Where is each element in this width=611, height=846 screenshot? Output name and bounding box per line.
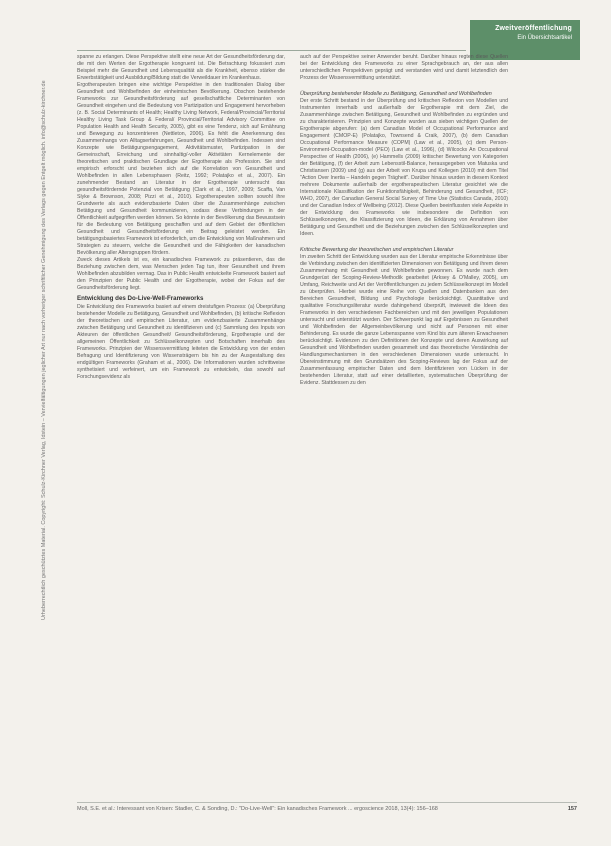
paragraph: Der erste Schritt bestand in der Überprüfung und kritischen Reflexion von Modellen und Instrumenten innerhalb und außerhalb der Ergotherapie mit dem Ziel, die Zusammenhänge zwischen Betätigung, Gesundheit und Wohlbefinden zu ergründen und zu charakterisieren. Prinzipien und Konzepte wurden aus sieben wichtigen Quellen der Ergotherapie abgerufen: (a) dem Canadian Model of Occupational Performance and Engagement (CMOP-E) (Polatajko, Townsend & Craik, 2007), (b) dem Canadian Occupational Performance Measure (COPM) (Law et al., 2005), (c) dem Person-Environment-Occupation-model (PEO) (Law et al., 1996), (d) Wilcocks An Occupational Perspective of Health (2006), (e) Hammells (2009) kritischer Bewertung von Kategorien der Betätigung, (f) der Arbeit zum Lebensstil-Balance, herausgegeben von Matuska und Christiansen (2009) und (g) aus der Arbeit von Krupa und Kollegen (2010) mit dem Titel "Action Over Inertia – Handeln gegen Trägheit". Darüber hinaus wurden in diesem Kontext mehrere Dokumente außerhalb der ergotherapeutischen Literatur gesichtet wie die Internationale Klassifikation der Funktionsfähigkeit, Behinderung und Gesundheit, (ICF; WHO, 2007), der Canadian General Social Survey of Time Use (Statistics Canada, 2010) und der Canadian Index of Wellbeing (2012). Diese Quellen beeinflussten viele Aspekte in der Entwicklung des Frameworks wie insbesondere die Definition von Schlüsselkonzepten, die Klassifizierung von Ideen, die Erklärung von Annahmen über Betätigung und Gesundheit und die Beziehungen zwischen den Schlüsselkonzepten und Ideen. (300, 98, 508, 237)
paragraph: auch auf der Perspektive seiner Anwender beruht. Darüber hinaus regten diese Quellen bei der Entwicklung des Frameworks zu einer Sprachgebrauch an, der aus allen unterschiedlichen Perspektiven geprägt und verstanden wird und damit letztendlich den Prozess der Wissensvermittlung unterstützt. (300, 54, 508, 81)
text-column-left (77, 54, 285, 381)
paragraph: Die Entwicklung des Frameworks basiert auf einem dreistufigen Prozess: (a) Überprüfung bestehender Modelle zu Betätigung, Gesundheit und Wohlbefinden, (b) kritische Reflexion der theoretischen und empirischen Literatur, um evidenzbasierte Zusammenhänge zwischen Betätigung und Gesundheit zu identifizieren und (c) Sammlung des Inputs von Akteuren der öffentlichen Gesundheit/ Gesundheitsförderung, Ergotherapie und der allgemeinen Öffentlichkeit zu Schlüsselkonzepten und Botschaften innerhalb des Frameworks. Prinzipien der Wissensvermittlung leiteten die Entwicklung von der ersten Befragung und Identifizierung von Wissensträgern bis hin zu der Ausgestaltung des endgültigen Frameworks (Graham et al., 2006). Die Informationen wurden schrittweise synthetisiert und verfeinert, um ein Framework zu entwickeln, das sowohl auf Forschungsevidenz als (77, 304, 285, 380)
text-column-right (300, 54, 508, 387)
copyright-text: Urheberrechtlich geschütztes Material. Copyright: Schulz-Kirchner Verlag, Idstein – Vervielfältigungen jeglicher Art nur nach vorheriger schriftlicher Genehmigung des Verlags gegen Entgelt möglich. info@schulz-kirchner.de (41, 80, 47, 620)
header-rule (77, 50, 466, 51)
paragraph: Im zweiten Schritt der Entwicklung wurden aus der Literatur empirische Erkenntnisse über die Verbindung zwischen den identifizierten Dimensionen von Betätigung und ihrem deren Zusammenhang mit Gesundheit und Wohlbefinden gewonnen. Es wurde nach dem Grundgerüst der Scoping-Review-Methodik gearbeitet (Arksey & O'Malley, 2005), um Umfang, Reichweite und Art der Veröffentlichungen zu jedem Schlüsselkonzept im Modell zu überprüfen. Hierbei wurde eine Reihe von Quellen und Datenbanken aus den Bereichen Gesundheit, Bildung und Psychologie berücksichtigt. Quantitative und qualitative Forschungsliteratur wurde dahingehend überprüft, inwieweit die Ideen des Frameworks in den verschiedenen Fachbereichen und mit den jeweiligen Populationen untersucht und unterstützt wurden. Der Schwerpunkt lag auf Ergebnissen zu Gesundheit und Wohlbefinden der Allgemeinbevölkerung und nicht auf Personen mit einer Behinderung. Es wurde die ganze Lebensspanne vom Kind bis zum älteren Erwachsenen berücksichtigt. Evidenzen zu den Definitionen der Konzepte und deren Auswirkung auf Gesundheit und Wohlbefinden wurden gesammelt und das theoretische Verständnis der Handlungsmechanismen in den verschiedenen Dimensionen wurde untersucht. In Übereinstimmung mit den Grundsätzen des Scoping-Reviews lag der Fokus auf der Zusammenfassung empirischer Daten und dem Identifizieren von Lücken in der bestehenden Literatur, statt auf einer detaillierten, systematischen Überprüfung der Evidenz. Stattdessen zu den (300, 254, 508, 386)
section-heading: Entwicklung des Do-Live-Well-Frameworks (77, 295, 204, 302)
paragraph: Zweck dieses Artikels ist es, ein kanadisches Framework zu präsentieren, das die Beziehung zwischen dem, was Menschen jeden Tag tun, ihrer Gesundheit und ihrem Wohlbefinden abzubilden vermag. Das in Public Health entwickelte Framework basiert auf den Prinzipien der Public Health und der Ergotherapie, wobei der Fokus auf der Gesundheitsförderung liegt. (77, 257, 285, 291)
paragraph: spanne zu erlangen. Diese Perspektive stellt eine neue Art der Gesundheitsförderung dar, die mit den Werten der Ergotherapie kongruent ist. Die Betrachtung fokussiert zum Beispiel mehr die Gesundheit und Lebensqualität als die Krankheit, ebenso stärker die Erwerbstätigkeit und Ausbildung/Bildung statt die Verweildauer im Krankenhaus. (77, 54, 285, 81)
subsection-heading: Überprüfung bestehender Modelle zu Betätigung, Gesundheit und Wohlbefinden (300, 91, 492, 97)
footer-citation: Moll, S.E. et al.: Interessant von Krisen: Stadler, C. & Sonding, D.: "Do-Live-Well": Ein kanadisches Framework ... ergoscience 2018, 13(4): 156–168 (77, 806, 438, 812)
section-title: Zweitveröffentlichung (495, 25, 572, 32)
section-subtitle: Ein Übersichtsartikel (517, 35, 572, 41)
copyright-side-note (38, 60, 50, 620)
subsection-heading: Kritische Bewertung der theoretischen und empirischen Literatur (300, 247, 454, 253)
paragraph: Ergotherapeuten bringen eine wichtige Perspektive in den traditionalen Dialog über Gesundheit und Wohlbefinden der einheimischen Bevölkerung. Obschon bestehende Frameworks zur Gesundheitsförderung auf gesellschaftliche Determinanten von Gesundheit eingehen und die Bedeutung von Partizipation und Engagement hervorheben (z. B. Social Determinants of Health; Healthy Living Network, Federal/Provincial/Territorial Healthy Living Task Group & Federal/ Provincial/Territorial Advisory Committee on Population Health and Health Security, 2005), gibt es eine Tendenz, sich auf Ernährung und Bewegung zu konzentrieren (Nettleton, 2006). Es fehlt die Anerkennung des Zusammenhangs von Alltagserfahrungen, Gesundheit und Wohlbefinden. Indessen sind Konzepte wie Betätigungsengagement, Aktivitätsmuster, Partizipation in der Gemeinschaft, Erreichung und sinnhaltig/-voller Aktivitäten Kernelemente der theoretischen und praktischen Grundlage der Ergotherapie als Profession. Sie sind empirisch erforscht und beziehen sich auf die Korrelation von Gesundheit und Wohlbefinden in allen Lebensphasen (Reitz, 1992; Polatajko et al., 2007). Ein zunehmender Bestand an Literatur in der Ergotherapie untersucht das gesundheitsfördernde Potenzial von Betätigung (Clark et al., 1997, 2009; Scaffa, Van Slyke & Brownson, 2008; Pizzi et al., 2010). Ergotherapeuten sollten sowohl ihre Grundwerte als auch evidenzbasierte Daten über die Zusammenhänge zwischen Betätigung und Gesundheit kommunizieren, sodass diese Verbindungen in der Öffentlichkeit aufgegriffen werden können. So könnte in der Bevölkerung das Bewusstsein für die Bedeutung von Betätigung geschaffen und auf dem Gebiet der öffentlichen Gesundheit und Gesundheitsförderung ein Beitrag geleistet werden. Ein betätigungsbasiertes Framework ist erforderlich, um die Entwicklung von Maßnahmen und Strategien zu steuern, welche die Gesundheit und die Fähigkeiten der kanadischen Bevölkerung aller Altersgruppen fördern. (77, 82, 285, 256)
footer-rule (77, 802, 577, 803)
footer (77, 806, 577, 813)
page-number: 157 (567, 806, 577, 812)
